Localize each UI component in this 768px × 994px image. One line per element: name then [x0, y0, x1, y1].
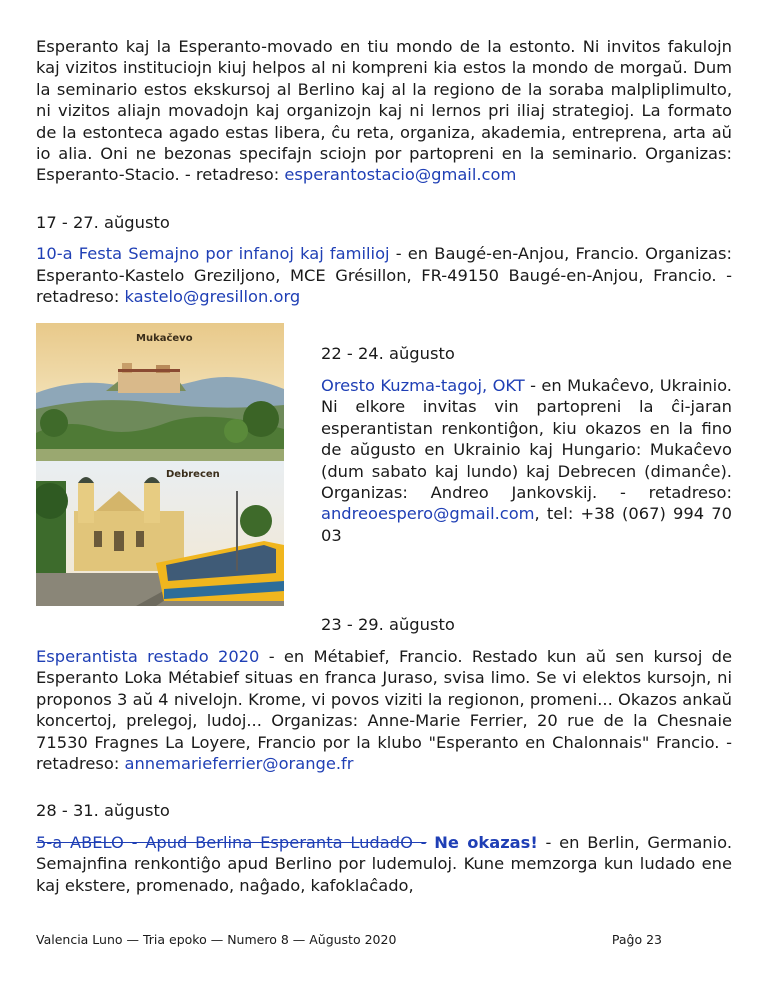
- event3-text: - en Métabief, Francio. Restado kun aŭ sen kursoj de Esperanto Loka Métabief situas en franca Juraso, svisa limo. Se vi elektos kursojn, ni proponos 3 aŭ 4 nivelojn. Krome, vi povos viziti la regionon, promeni... Okazos ankaŭ koncertoj, prelegoj, ludoj... Organizas: Anne-Marie Ferrier, 20 rue de la Chesnaie 71530 Fragnes La Loyere, Francio por la klubo "Esperanto en Chalonnais" Francio. - retadreso:: [36, 646, 733, 773]
- event3-date: 23 - 29. aŭgusto: [321, 615, 455, 635]
- event4-title-link[interactable]: 5-a ABELO - Apud Berlina Esperanta LudadO -: [36, 832, 427, 852]
- intro-text: Esperanto kaj la Esperanto-movado en tiu mondo de la estonto. Ni invitos fakulojn kaj vizitos instituciojn kiuj helpos al ni kompreni kia estos la mondo de morgaŭ. Dum la seminario estos ekskursoj al Berlino kaj al la regiono de la soraba malpliplimulto, ni vizitos aliajn movadojn kaj organizojn kaj ni lernos pri iliaj strategioj. La formato de la estonteca agado estas libera, ĉu reta, organiza, akademia, entreprena, arta aŭ io alia. Oni ne bezonas specifajn sciojn por partopreni en la seminario. Organizas: Esperanto-Stacio. - retadreso:: [36, 37, 732, 185]
- intro-email-link[interactable]: esperantostacio@gmail.com: [284, 165, 517, 185]
- event1-text: - en Baugé-en-Anjou, Francio. Organizas: Esperanto-Kastelo Greziljono, MCE Grésillon, FR-49150 Baugé-en-Anjou, Francio. - retadreso:: [36, 244, 732, 307]
- event2-text: - en Mukaĉevo, Ukrainio. Ni elkore invitas vin partopreni la ĉi-jaran esperantistan renkontiĝon, kiu okazos en la fino de aŭgusto en Ukrainio kaj Hungario: Mukaĉevo (dum sabato kaj lundo) kaj Debrecen (dimanĉe). Organizas: Andreo Jankovskij. - retadreso:: [321, 375, 732, 502]
- event2-email-link[interactable]: andreoespero@gmail.com: [321, 504, 535, 524]
- debrecen-church-photo: [36, 461, 284, 606]
- footer-publication: Valencia Luno — Tria epoko — Numero 8 — Aŭgusto 2020: [36, 932, 397, 947]
- event4-cancel-notice: Ne okazas!: [434, 832, 538, 852]
- footer-page-number: Paĝo 23: [611, 932, 662, 947]
- event1-date: 17 - 27. aŭgusto: [36, 212, 170, 232]
- photo-label-bottom: Debrecen: [166, 469, 220, 481]
- event2-text-block: [321, 343, 732, 546]
- event2-date: 22 - 24. aŭgusto: [321, 344, 455, 364]
- event2-section: [36, 323, 732, 606]
- event3-email-link[interactable]: annemarieferrier@orange.fr: [124, 753, 354, 773]
- event3-title-link[interactable]: Esperantista restado 2020: [36, 646, 260, 666]
- event4-date: 28 - 31. aŭgusto: [36, 801, 170, 821]
- event1-title-link[interactable]: 10-a Festa Semajno por infanoj kaj familioj: [36, 244, 390, 264]
- page-content: [36, 36, 732, 896]
- event4-text: - en Berlin, Germanio. Semajnfina renkontiĝo apud Berlino por ludemuloj. Kune memzorga kun ludado ene kaj ekstere, promenado, naĝado, kafoklaĉado,: [36, 832, 732, 895]
- event2-paragraph: [321, 375, 732, 546]
- event2-tel: , tel: +38 (067) 994 70 03: [321, 504, 732, 545]
- photo-label-top: Mukačevo: [136, 333, 193, 345]
- event1-paragraph: [36, 243, 732, 307]
- intro-paragraph: [36, 36, 732, 186]
- event-photo-collage: [36, 323, 284, 606]
- page-footer: [36, 932, 662, 947]
- event2-title-link[interactable]: Oresto Kuzma-tagoj, OKT: [321, 375, 525, 395]
- event3-paragraph: [36, 646, 732, 774]
- event1-email-link[interactable]: kastelo@gresillon.org: [124, 287, 301, 307]
- event4-paragraph: [36, 832, 732, 896]
